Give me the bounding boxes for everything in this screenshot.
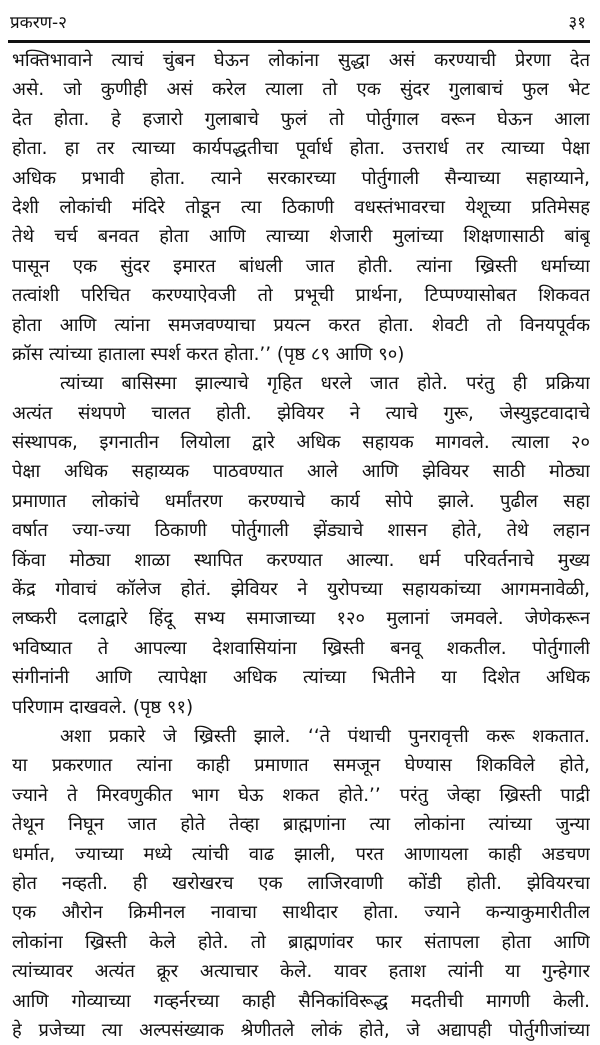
text-line: पासून एक सुंदर इमारत बांधली जात होती. त्यांना ख्रिस्ती धर्माच्या — [12, 255, 590, 277]
text-line: असे. जो कुणीही असं करेल त्याला तो एक सुंदर गुलाबाचं फुल भेट — [12, 79, 590, 101]
text-line: होता आणि त्यांना समजवण्याचा प्रयत्न करत होता. शेवटी तो विनयपूर्वक — [12, 314, 590, 336]
text-line: हे प्रजेच्या त्या अल्पसंख्याक श्रेणीतले लोकं होते, जे अद्यापही पोर्तुगीजांच्या — [12, 1019, 590, 1041]
text-line: धर्मात, ज्याच्या मध्ये त्यांची वाढ झाली, परत आणायला काही अडचण — [12, 843, 590, 865]
text-line: त्यांच्यावर अत्यंत क्रूर अत्याचार केले. यावर हताश त्यांनी या गुन्हेगार — [12, 961, 590, 983]
text-line: देशी लोकांची मंदिरे तोडून त्या ठिकाणी वधस्तंभावरचा येशूच्या प्रतिमेसह — [12, 196, 590, 218]
page-number: ३१ — [568, 12, 586, 33]
chapter-label: प्रकरण-२ — [10, 12, 67, 33]
text-line: अधिक प्रभावी होता. त्याने सरकारच्या पोर्तुगाली सैन्याच्या सहाय्याने, — [12, 167, 590, 189]
text-line: भक्तिभावाने त्याचं चुंबन घेऊन लोकांना सुद्धा असं करण्याची प्रेरणा देत — [12, 50, 590, 71]
text-line: वर्षात ज्या-ज्या ठिकाणी पोर्तुगाली झेंड्याचे शासन होते, तेथे लहान — [12, 520, 590, 542]
text-line: क्रॉस त्यांच्या हाताला स्पर्श करत होता.’’ (पृष्ठ ८९ आणि ९०) — [12, 343, 405, 365]
text-line: त्यांच्या बासिस्मा झाल्याचे गृहित धरले जात होते. परंतु ही प्रक्रिया — [60, 373, 590, 395]
text-line: होता. हा तर त्याच्या कार्यपद्धतीचा पूर्वार्ध होता. उत्तरार्ध तर त्याच्या पेक्षा — [12, 138, 590, 160]
text-line: भविष्यात ते आपल्या देशवासियांना ख्रिस्ती बनवू शकतील. पोर्तुगाली — [12, 637, 590, 659]
text-line: परिणाम दाखवले. (पृष्ठ ९१) — [12, 696, 194, 718]
text-line: लष्करी दलाद्वारे हिंदू सभ्य समाजाच्या १२० मुलानां जमवले. जेणेकरून — [12, 608, 590, 630]
text-line: संस्थापक, इगनातीन लियोला द्वारे अधिक सहायक मागवले. त्याला २० — [12, 432, 590, 454]
body-text — [12, 46, 590, 1045]
text-line: तत्वांशी परिचित करण्याऐवजी तो प्रभूची प्रार्थना, टिप्पण्यासोबत शिकवत — [12, 285, 590, 307]
text-line: प्रमाणात लोकांचे धर्मांतरण करण्याचे कार्य सोपे झाले. पुढील सहा — [12, 490, 590, 512]
text-line: लोकांना ख्रिस्ती केले होते. तो ब्राह्मणांवर फार संतापला होता आणि — [12, 931, 590, 953]
text-line: देत होता. हे हजारो गुलाबाचे फुलं तो पोर्तुगाल वरून घेऊन आला — [12, 108, 590, 130]
text-line: पेक्षा अधिक सहाय्यक पाठवण्यात आले आणि झेवियर साठी मोठ्या — [12, 461, 590, 483]
header-rule — [8, 40, 590, 43]
text-line: तेथून निघून जात होते तेव्हा ब्राह्मणांना त्या लोकांना त्यांच्या जुन्या — [12, 814, 590, 836]
text-line: या प्रकरणात त्यांना काही प्रमाणात समजून घेण्यास शिकविले होते, — [12, 755, 590, 777]
text-line: होत नव्हती. ही खरोखरच एक लाजिरवाणी कोंडी होती. झेवियरचा — [12, 872, 590, 894]
text-line: अत्यंत संथपणे चालत होती. झेवियर ने त्याचे गुरू, जेस्युइटवादाचे — [12, 402, 590, 424]
page-header — [10, 6, 586, 36]
text-line: एक औरोन क्रिमीनल नावाचा साथीदार होता. ज्याने कन्याकुमारीतील — [12, 902, 590, 924]
text-line: तेथे चर्च बनवत होता आणि त्याच्या शेजारी मुलांच्या शिक्षणासाठी बांबू — [12, 226, 590, 248]
text-line: अशा प्रकारे जे ख्रिस्ती झाले. ‘‘ते पंथाची पुनरावृत्ती करू शकतात. — [60, 725, 590, 747]
text-line: आणि गोव्याच्या गव्हर्नरच्या काही सैनिकांविरूद्ध मदतीची मागणी केली. — [12, 990, 590, 1012]
text-line: किंवा मोठ्या शाळा स्थापित करण्यात आल्या. धर्म परिवर्तनाचे मुख्य — [12, 549, 590, 571]
text-line: केंद्र गोवाचं कॉलेज होतं. झेवियर ने युरोपच्या सहायकांच्या आगमनावेळी, — [12, 579, 590, 601]
paragraph — [12, 369, 590, 722]
paragraph — [12, 46, 590, 369]
text-line: ज्याने ते मिरवणुकीत भाग घेऊ शकत होते.’’ परंतु जेव्हा ख्रिस्ती पाद्री — [12, 784, 590, 806]
paragraph — [12, 722, 590, 1045]
text-line: संगीनांनी आणि त्यापेक्षा अधिक त्यांच्या भितीने या दिशेत अधिक — [12, 667, 590, 689]
